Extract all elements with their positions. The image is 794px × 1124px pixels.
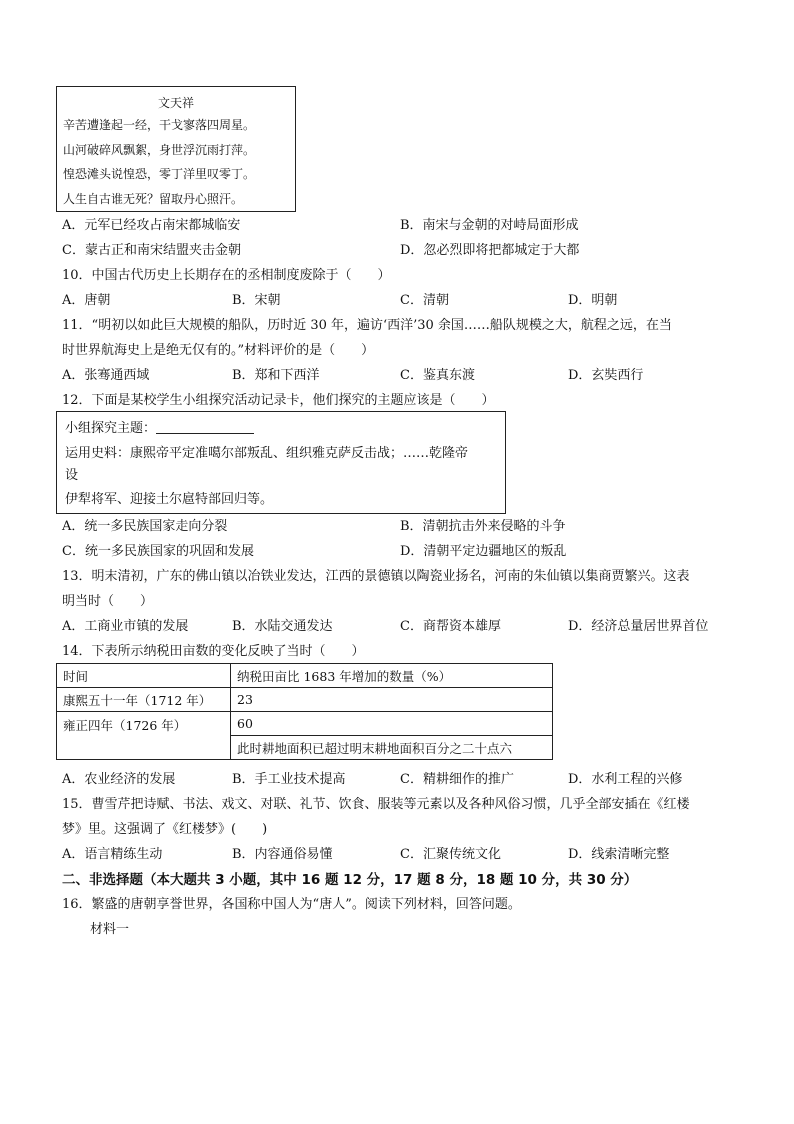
table-header-row	[57, 664, 553, 688]
table-cell-time: 雍正四年（1726 年）	[57, 712, 231, 760]
q12-option-d: D．清朝平定边疆地区的叛乱	[400, 544, 567, 559]
q10-stem: 10．中国古代历史上长期存在的丞相制度废除于（ ）	[62, 268, 391, 283]
poem-line-4: 人生自古谁无死？留取丹心照汗。	[63, 191, 244, 206]
table-cell-time: 康熙五十一年（1712 年）	[57, 688, 231, 712]
q16-material-label: 材料一	[90, 922, 130, 937]
q15-stem-line1: 15．曹雪芹把诗赋、书法、戏文、对联、礼节、饮食、服装等元素以及各种风俗习惯，几乎全部安插在《红楼	[62, 797, 690, 812]
card-material-line-2: 设	[65, 468, 79, 483]
table-row	[57, 688, 553, 712]
q11-option-a: A．张骞通西域	[62, 368, 150, 383]
card-material-line-3: 伊犁将军、迎接土尔扈特部回归等。	[65, 492, 274, 507]
theme-answer-blank	[156, 419, 254, 434]
card-material-line: 运用史料：康熙帝平定准噶尔部叛乱、组织雅克萨反击战；……乾隆帝	[65, 446, 469, 461]
q9-option-b: B．南宋与金朝的对峙局面形成	[400, 218, 579, 233]
q11-option-c: C．鉴真东渡	[400, 368, 475, 383]
card-theme-line	[65, 416, 497, 441]
q9-option-d: D．忽必烈即将把都城定于大都	[400, 243, 580, 258]
q11-option-b: B．郑和下西洋	[232, 368, 320, 383]
q14-option-d: D．水利工程的兴修	[568, 772, 683, 787]
q11-stem-line1: 11．“明初以如此巨大规模的船队，历时近 30 年，遍访‘西洋’30 余国……船队规模之大，航程之远，在当	[62, 318, 672, 333]
q15-option-b: B．内容通俗易懂	[232, 847, 333, 862]
q15-option-d: D．线索清晰完整	[568, 847, 670, 862]
inquiry-record-card	[56, 411, 506, 514]
q13-option-a: A．工商业市镇的发展	[62, 619, 189, 634]
farmland-tax-table	[56, 663, 553, 760]
q15-option-a: A．语言精练生动	[62, 847, 163, 862]
q13-stem-line2: 明当时（ ）	[62, 594, 154, 609]
poem-line-1: 辛苦遭逢起一经，干戈寥落四周星。	[63, 118, 256, 132]
q11-option-d: D．玄奘西行	[568, 368, 644, 383]
q10-option-d: D．明朝	[568, 293, 618, 308]
q9-option-c: C．蒙古正和南宋结盟夹击金朝	[62, 243, 241, 258]
poem-line-2: 山河破碎风飘絮，身世浮沉雨打萍。	[63, 142, 256, 157]
table-row	[57, 712, 553, 736]
poem-box	[56, 86, 296, 212]
q13-option-c: C．商帮资本雄厚	[400, 619, 501, 634]
card-theme-label: 小组探究主题：	[65, 421, 157, 436]
q14-option-c: C．精耕细作的推广	[400, 772, 514, 787]
q14-option-a: A．农业经济的发展	[62, 772, 176, 787]
poem-line-3: 惶恐滩头说惶恐，零丁洋里叹零丁。	[63, 167, 256, 181]
table-cell-value: 60	[231, 712, 553, 736]
table-cell-value: 23	[231, 688, 553, 712]
q15-stem-line2: 梦》里。这强调了《红楼梦》( )	[62, 822, 268, 837]
q10-option-b: B．宋朝	[232, 293, 281, 308]
q12-stem: 12．下面是某校学生小组探究活动记录卡，他们探究的主题应该是（ ）	[62, 393, 495, 408]
q14-option-b: B．手工业技术提高	[232, 772, 346, 787]
q14-stem: 14．下表所示纳税田亩数的变化反映了当时（ ）	[62, 644, 365, 659]
q12-option-c: C．统一多民族国家的巩固和发展	[62, 544, 254, 559]
q15-option-c: C．汇聚传统文化	[400, 847, 501, 862]
q16-stem: 16．繁盛的唐朝享誉世界，各国称中国人为“唐人”。阅读下列材料，回答问题。	[62, 897, 521, 912]
table-header-time: 时间	[57, 664, 231, 688]
q9-option-a: A．元军已经攻占南宋都城临安	[62, 218, 241, 233]
q13-option-d: D．经济总量居世界首位	[568, 619, 709, 634]
q12-option-a: A．统一多民族国家走向分裂	[62, 519, 228, 534]
q11-stem-line2: 时世界航海史上是绝无仅有的。”材料评价的是（ ）	[62, 343, 375, 358]
q10-option-c: C．清朝	[400, 293, 449, 308]
table-cell-note: 此时耕地面积已超过明末耕地面积百分之二十点六	[231, 736, 553, 760]
q13-option-b: B．水陆交通发达	[232, 619, 333, 634]
q10-option-a: A．唐朝	[62, 293, 111, 308]
table-header-increase: 纳税田亩比 1683 年增加的数量（%）	[231, 664, 553, 688]
q13-stem-line1: 13．明末清初，广东的佛山镇以冶铁业发达，江西的景德镇以陶瓷业扬名，河南的朱仙镇以集商贾繁兴。这表	[62, 569, 690, 584]
poem-title: 文天祥	[157, 96, 194, 110]
q12-option-b: B．清朝抗击外来侵略的斗争	[400, 519, 566, 534]
section-heading: 二、非选择题（本大题共 3 小题，其中 16 题 12 分，17 题 8 分，18 题 10 分，共 30 分）	[62, 872, 638, 888]
